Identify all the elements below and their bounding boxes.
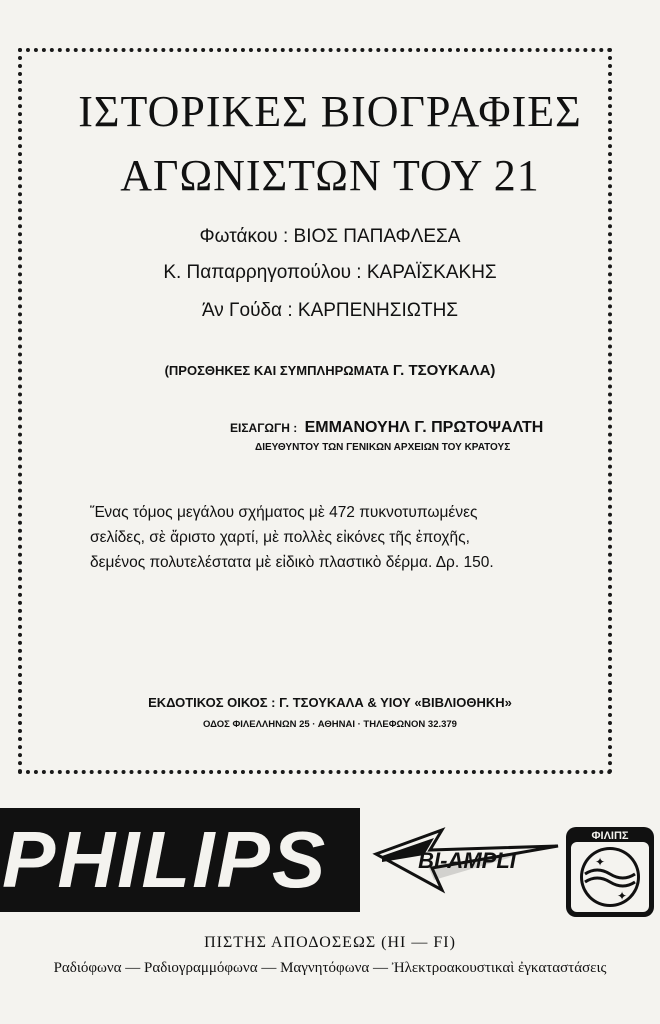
product-list: Ραδιόφωνα — Ραδιογραμμόφωνα — Μαγνητόφωνα — Ἠλεκτροακουστικαὶ ἐγκαταστάσεις <box>53 960 607 976</box>
biography-subject: ΚΑΡΠΕΝΗΣΙΩΤΗΣ <box>297 300 459 321</box>
additions-name: Γ. ΤΣΟΥΚΑΛΑ) <box>392 362 496 379</box>
biography-subject: ΚΑΡΑΪΣΚΑΚΗΣ <box>366 262 497 283</box>
additions-label: (ΠΡΟΣΘΗΚΕΣ ΚΑΙ ΣΥΜΠΛΗΡΩΜΑΤΑ <box>164 363 390 378</box>
star-icon: ✦ <box>617 889 628 903</box>
biography-author: Κ. Παπαρρηγοπούλου : <box>163 262 362 283</box>
additions-credit <box>0 362 660 379</box>
book-title-line2: ΑΓΩΝΙΣΤΩΝ ΤΟΥ 21 <box>120 151 540 200</box>
intro-name: ΕΜΜΑΝΟΥΗΛ Γ. ΠΡΩΤΟΨΑΛΤΗ <box>304 419 544 436</box>
biography-author: Φωτάκου : <box>199 226 289 247</box>
shield-logo-text: ΦΙΛΙΠΣ <box>591 830 629 842</box>
publisher-address: ΟΔΟΣ ΦΙΛΕΛΛΗΝΩΝ 25 · ΑΘΗΝΑΙ · ΤΗΛΕΦΩΝΟΝ 32.379 <box>203 719 457 730</box>
biography-line <box>0 226 660 248</box>
star-icon: ✦ <box>595 855 606 869</box>
biography-author: Άν Γούδα : <box>201 300 293 321</box>
intro-label: ΕΙΣΑΓΩΓΗ : <box>230 421 298 435</box>
biography-subject: ΒΙΟΣ ΠΑΠΑΦΛΕΣΑ <box>293 226 461 247</box>
bi-ampli-text: BI-AMPLI <box>418 848 516 873</box>
bi-ampli-logo <box>372 824 562 896</box>
publisher-line: ΕΚΔΟΤΙΚΟΣ ΟΙΚΟΣ : Γ. ΤΣΟΥΚΑΛΑ & ΥΙΟΥ «ΒΙΒΛΙΟΘΗΚΗ» <box>148 695 512 710</box>
book-title-line1: ΙΣΤΟΡΙΚΕΣ ΒΙΟΓΡΑΦΙΕΣ <box>78 87 582 136</box>
director-title: ΔΙΕΥΘΥΝΤΟΥ ΤΩΝ ΓΕΝΙΚΩΝ ΑΡΧΕΙΩΝ ΤΟΥ ΚΡΑΤΟΥΣ <box>255 442 511 453</box>
biography-line <box>0 262 660 284</box>
biography-line <box>0 300 660 322</box>
description-line: σελίδες, σὲ ἄριστο χαρτί, μὲ πολλὲς εἰκόνες τῆς ἐποχῆς, <box>90 529 470 546</box>
book-description <box>90 500 570 575</box>
philips-wordmark: PHILIPS <box>0 808 360 912</box>
description-line: δεμένος πολυτελέστατα μὲ εἰδικὸ πλαστικὸ δέρμα. Δρ. 150. <box>90 554 494 571</box>
fidelity-slogan: ΠΙΣΤΗΣ ΑΠΟΔΟΣΕΩΣ (HI — FI) <box>204 934 456 951</box>
description-line: Ἕνας τόμος μεγάλου σχήματος μὲ 472 πυκνοτυπωμένες <box>90 504 478 521</box>
philips-shield-logo <box>565 826 655 918</box>
introduction-credit <box>230 419 543 437</box>
